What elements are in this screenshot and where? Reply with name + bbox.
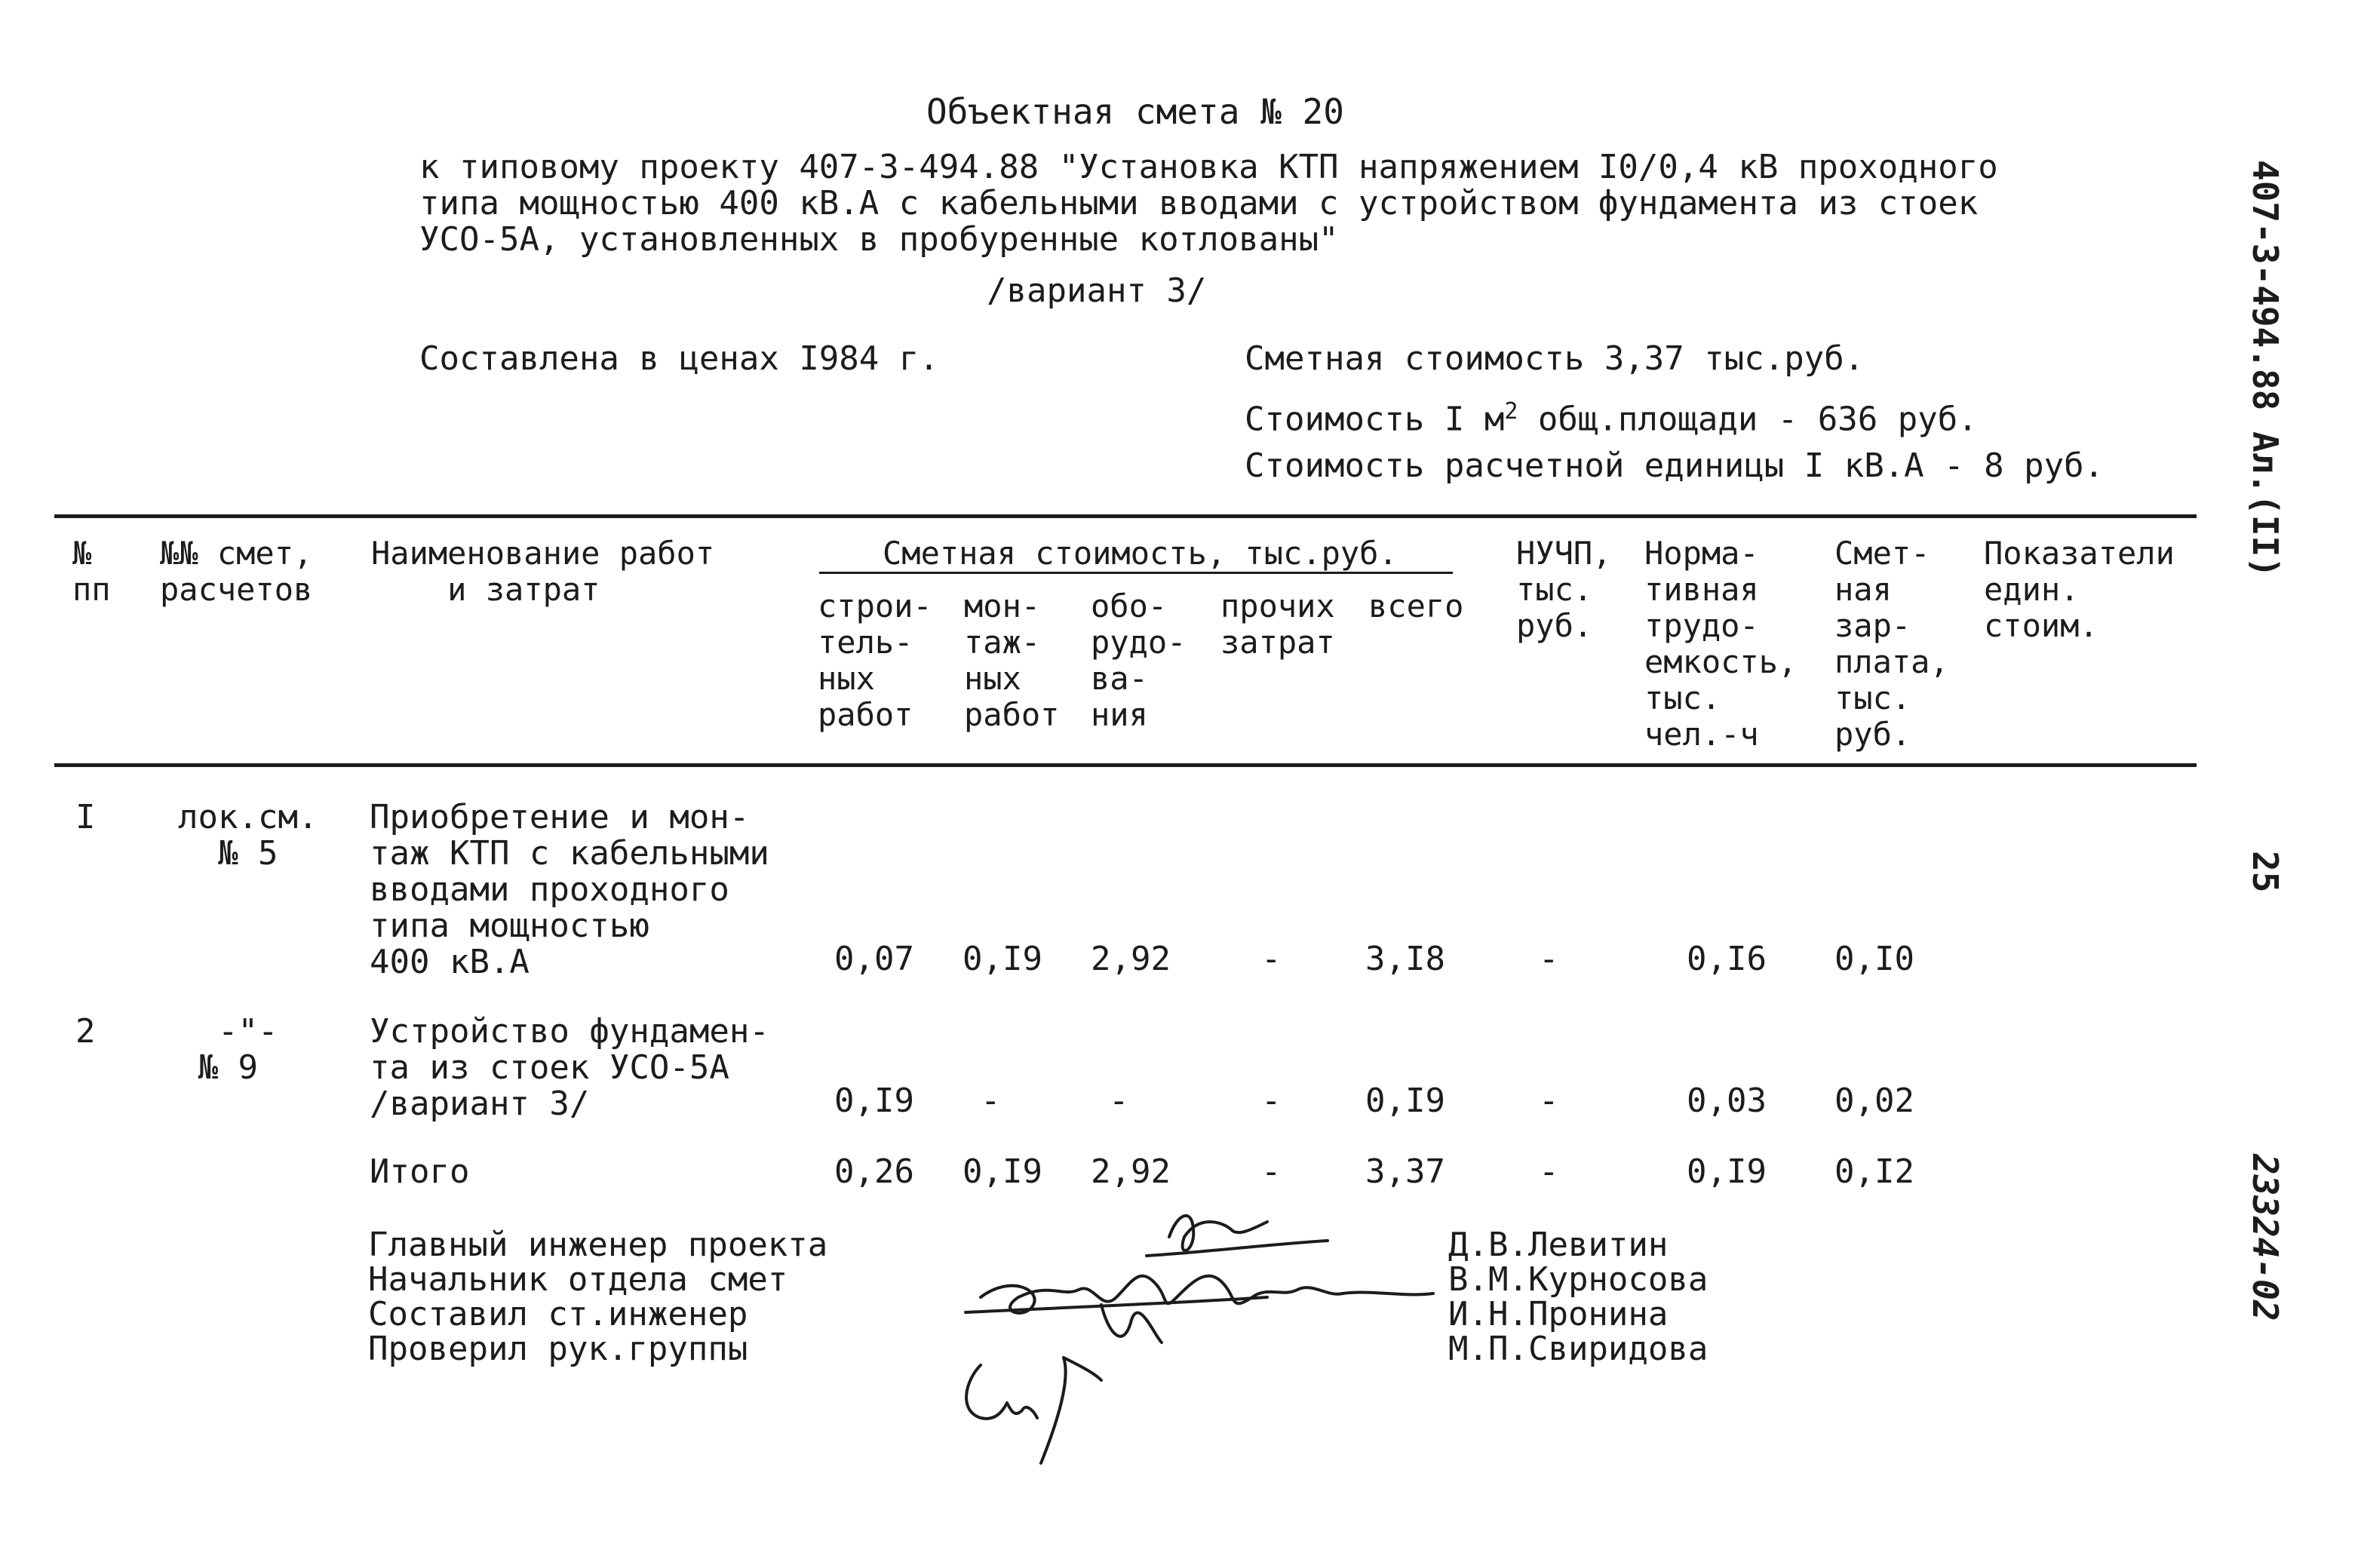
totals-construction: 0,26 (834, 1152, 914, 1191)
totals-wages: 0,I2 (1834, 1152, 1914, 1191)
row-1-wages: 0,I0 (1834, 940, 1914, 978)
signature-name-2: В.М.Курносова (1448, 1260, 1709, 1299)
prices-year: Составлена в ценах I984 г. (419, 339, 939, 378)
signature-role-3: Составил ст.инженер (368, 1295, 748, 1333)
signature-role-4: Проверил рук.группы (368, 1330, 748, 1368)
col-header-num: № пп (72, 535, 111, 608)
signature-role-2: Начальник отдела смет (368, 1260, 788, 1299)
cost-per-m2 (1245, 394, 1978, 438)
cost-total: Сметная стоимость 3,37 тыс.руб. (1245, 339, 1865, 378)
cost-per-m2-sup: 2 (1504, 398, 1518, 425)
row-1-equipment: 2,92 (1091, 940, 1171, 978)
col-header-wages: Смет- ная зар- плата, тыс. руб. (1834, 535, 1949, 753)
cost-per-m2-prefix: Стоимость I м (1245, 400, 1505, 439)
handwritten-signatures (950, 1184, 1448, 1486)
col-header-estimates: №№ смет, расчетов (160, 535, 313, 608)
row-2-estimate: -"- № 9 (198, 1012, 278, 1087)
row-1-nuchp: - (1539, 940, 1559, 978)
row-2-other: - (1261, 1082, 1282, 1120)
row-2-construction: 0,I9 (834, 1082, 914, 1120)
totals-total: 3,37 (1365, 1152, 1445, 1191)
col-header-cost-group: Сметная стоимость, тыс.руб. (883, 535, 1398, 572)
col-header-indicators: Показатели един. стоим. (1984, 535, 2175, 644)
totals-equipment: 2,92 (1091, 1152, 1171, 1191)
table-header-bottom-rule (54, 763, 2197, 767)
col-header-installation: мон- таж- ных работ (964, 588, 1060, 733)
row-2-num: 2 (75, 1012, 96, 1051)
cost-group-underline (819, 572, 1453, 574)
row-2-installation: - (981, 1082, 1001, 1120)
totals-other: - (1261, 1152, 1282, 1191)
cost-per-unit: Стоимость расчетной единицы I кВ.А - 8 руб. (1245, 446, 2105, 485)
row-1-construction: 0,07 (834, 940, 914, 978)
row-1-num: I (75, 798, 96, 836)
row-2-equipment: - (1109, 1082, 1129, 1120)
signature-name-4: М.П.Свиридова (1448, 1330, 1709, 1368)
row-1-name: Приобретение и мон- таж КТП с кабельными вводами проходного типа мощностью 400 кВ.А (370, 798, 769, 981)
totals-installation: 0,I9 (963, 1152, 1042, 1191)
subtitle-line-3: УСО-5А, установленных в пробуренные котлованы" (419, 220, 1339, 259)
row-1-other: - (1261, 940, 1282, 978)
row-1-total: 3,I8 (1365, 940, 1445, 978)
totals-nuchp: - (1539, 1152, 1559, 1191)
signature-name-1: Д.В.Левитин (1448, 1226, 1669, 1264)
row-2-name: Устройство фундамен- та из стоек УСО-5А /вариант 3/ (370, 1012, 769, 1123)
side-label-bottom: 23324-02 (2245, 1154, 2286, 1321)
estimate-title: Объектная смета № 20 (926, 91, 1344, 132)
row-1-estimate: лок.см. № 5 (178, 798, 318, 873)
col-header-total: всего (1368, 588, 1464, 624)
col-header-name: Наименование работ и затрат (371, 535, 715, 608)
row-2-nuchp: - (1539, 1082, 1559, 1120)
row-1-installation: 0,I9 (963, 940, 1042, 978)
totals-labor: 0,I9 (1687, 1152, 1767, 1191)
side-label-top: 407-3-494.88 Ал.(II) (2245, 160, 2286, 578)
subtitle-line-2: типа мощностью 400 кВ.А с кабельными вводами с устройством фундамента из стоек (419, 184, 1979, 222)
subtitle-line-1: к типовому проекту 407-3-494.88 "Установка КТП напряжением I0/0,4 кВ проходного (419, 148, 1998, 186)
cost-per-m2-suffix: общ.площади - 636 руб. (1518, 400, 1978, 439)
row-2-total: 0,I9 (1365, 1082, 1445, 1120)
side-label-page: 25 (2245, 851, 2286, 893)
variant-label: /вариант 3/ (987, 272, 1207, 310)
row-2-labor: 0,03 (1687, 1082, 1767, 1120)
col-header-equipment: обо- рудо- ва- ния (1091, 588, 1187, 733)
col-header-labor: Норма- тивная трудо- емкость, тыс. чел.-ч (1644, 535, 1798, 753)
col-header-nuchp: НУЧП, тыс. руб. (1516, 535, 1612, 644)
row-2-wages: 0,02 (1834, 1082, 1914, 1120)
totals-label: Итого (370, 1152, 470, 1191)
table-top-rule (54, 514, 2197, 518)
col-header-construction: строи- тель- ных работ (818, 588, 932, 733)
signature-name-3: И.Н.Пронина (1448, 1295, 1669, 1333)
col-header-other: прочих затрат (1220, 588, 1335, 661)
signature-role-1: Главный инженер проекта (368, 1226, 828, 1264)
row-1-labor: 0,I6 (1687, 940, 1767, 978)
